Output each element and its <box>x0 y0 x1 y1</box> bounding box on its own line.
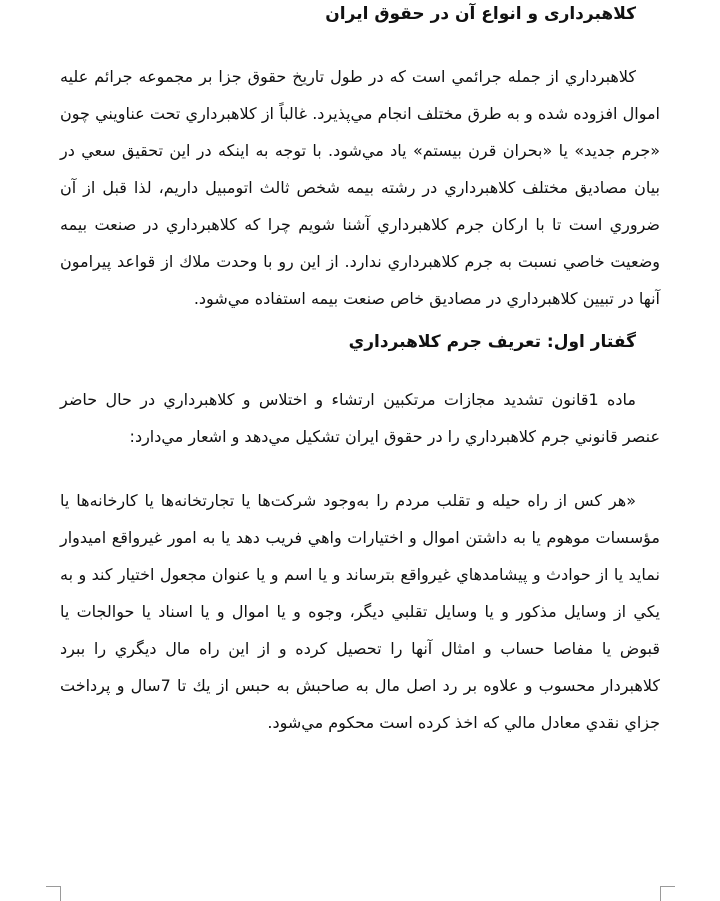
page-corner-mark-left <box>46 886 61 901</box>
document-body <box>60 0 660 741</box>
main-heading: کلاهبرداری و انواع آن در حقوق ایران <box>325 4 636 24</box>
quoted-law-paragraph: «هر کس از راه حيله و تقلب مردم را به‌وجود شرکت‌ها يا تجارتخانه‌ها يا کارخانه‌ها يا مؤسسات موهوم يا به داشتن اموال و اختيارات واهي فريب دهد يا به امور غيرواقع اميدوار نمايد يا از حوادث و پيشامدهاي غيرواقع بترساند و يا اسم و يا عنوان مجعول اختيار کند و به يکي از وسايل مذکور و يا وسايل تقلبي ديگر، وجوه و يا اموال و يا اسناد يا حوالجات يا قبوض يا مفاصا حساب و امثال آنها را تحصيل کرده و از اين راه مال ديگري را ببرد کلاهبردار محسوب و علاوه بر رد اصل مال به صاحبش به حبس از يك تا 7سال و پرداخت جزاي نقدي معادل مالي که اخذ کرده است محکوم مي‌شود. <box>60 491 660 732</box>
section-heading: گفتار اول: تعريف جرم کلاهبرداري <box>348 332 636 352</box>
intro-paragraph: کلاهبرداري از جمله جرائمي است که در طول تاريخ حقوق جزا بر مجموعه جرائم عليه اموال افزوده شده و به طرق مختلف انجام مي‌پذيرد. غالباً از کلاهبرداري تحت عناويني چون «جرم جديد» يا «بحران قرن بيستم» ياد مي‌شود. با توجه به اينکه در اين تحقيق سعي در بيان مصاديق مختلف کلاهبرداري در رشته بيمه شخص ثالث اتومبيل داريم، لذا قبل از آن ضروري است تا با ارکان جرم کلاهبرداري آشنا شويم چرا که کلاهبرداري در صنعت بيمه وضعيت خاصي نسبت به جرم کلاهبرداري ندارد. از اين رو با وحدت ملاك از قواعد پيرامون آنها در تبيين کلاهبرداري در مصاديق خاص صنعت بيمه استفاده مي‌شود. <box>60 67 660 308</box>
page-corner-mark-right <box>660 886 675 901</box>
article-paragraph: ماده 1قانون تشديد مجازات مرتکبين ارتشاء و اختلاس و کلاهبرداري در حال حاضر عنصر قانوني جرم کلاهبرداري را در حقوق ايران تشکيل مي‌دهد و اشعار مي‌دارد: <box>60 390 660 446</box>
